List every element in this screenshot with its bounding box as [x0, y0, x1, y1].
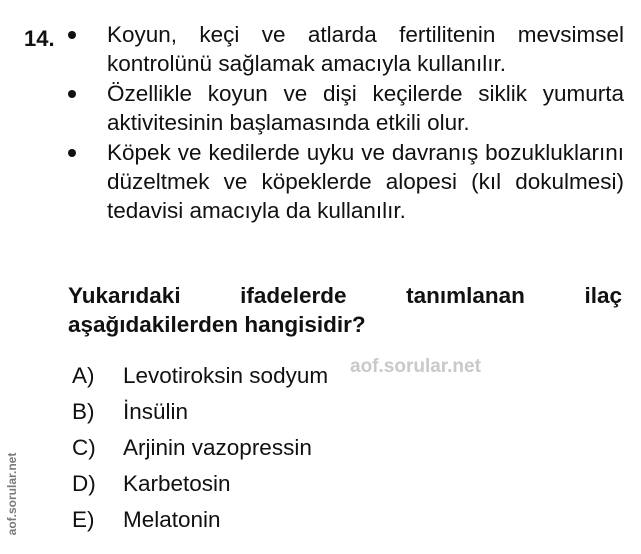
statement-text: Köpek ve kedilerde uyku ve davranış bozukluklarını düzeltmek ve köpeklerde alopesi (kıl dokulmesi) tedavisi amacıyla da kullanılır.: [107, 139, 624, 224]
option-text: Karbetosin: [123, 471, 231, 496]
option-text: Levotiroksin sodyum: [123, 363, 329, 388]
statement-item: [64, 20, 624, 79]
watermark-side: aof.sorular.net: [5, 452, 19, 536]
bullet-icon: [68, 31, 76, 39]
statement-item: [64, 79, 624, 138]
statement-text: Koyun, keçi ve atlarda fertilitenin mevsimsel kontrolünü sağlamak amacıyla kullanılır.: [107, 22, 624, 77]
bullet-icon: [68, 90, 76, 98]
statement-text: Özellikle koyun ve dişi keçilerde siklik yumurta aktivitesinin başlamasında etkili olur.: [107, 80, 624, 136]
option-letter: C): [72, 435, 96, 460]
option-letter: B): [72, 399, 95, 424]
question-number: 14.: [24, 26, 55, 51]
statement-item: [64, 138, 624, 226]
option-text: Melatonin: [123, 507, 221, 532]
statement-list: [64, 20, 624, 226]
bullet-icon: [68, 149, 76, 157]
option-text: İnsülin: [123, 399, 189, 424]
question-stem: Yukarıdaki ifadelerde tanımlanan ilaç aşağıdakilerden hangisidir?: [68, 283, 622, 337]
option-letter: E): [72, 507, 95, 532]
watermark-inline: aof.sorular.net: [350, 356, 481, 377]
option-letter: D): [72, 471, 96, 496]
option-text: Arjinin vazopressin: [123, 435, 312, 460]
option-letter: A): [72, 363, 95, 388]
